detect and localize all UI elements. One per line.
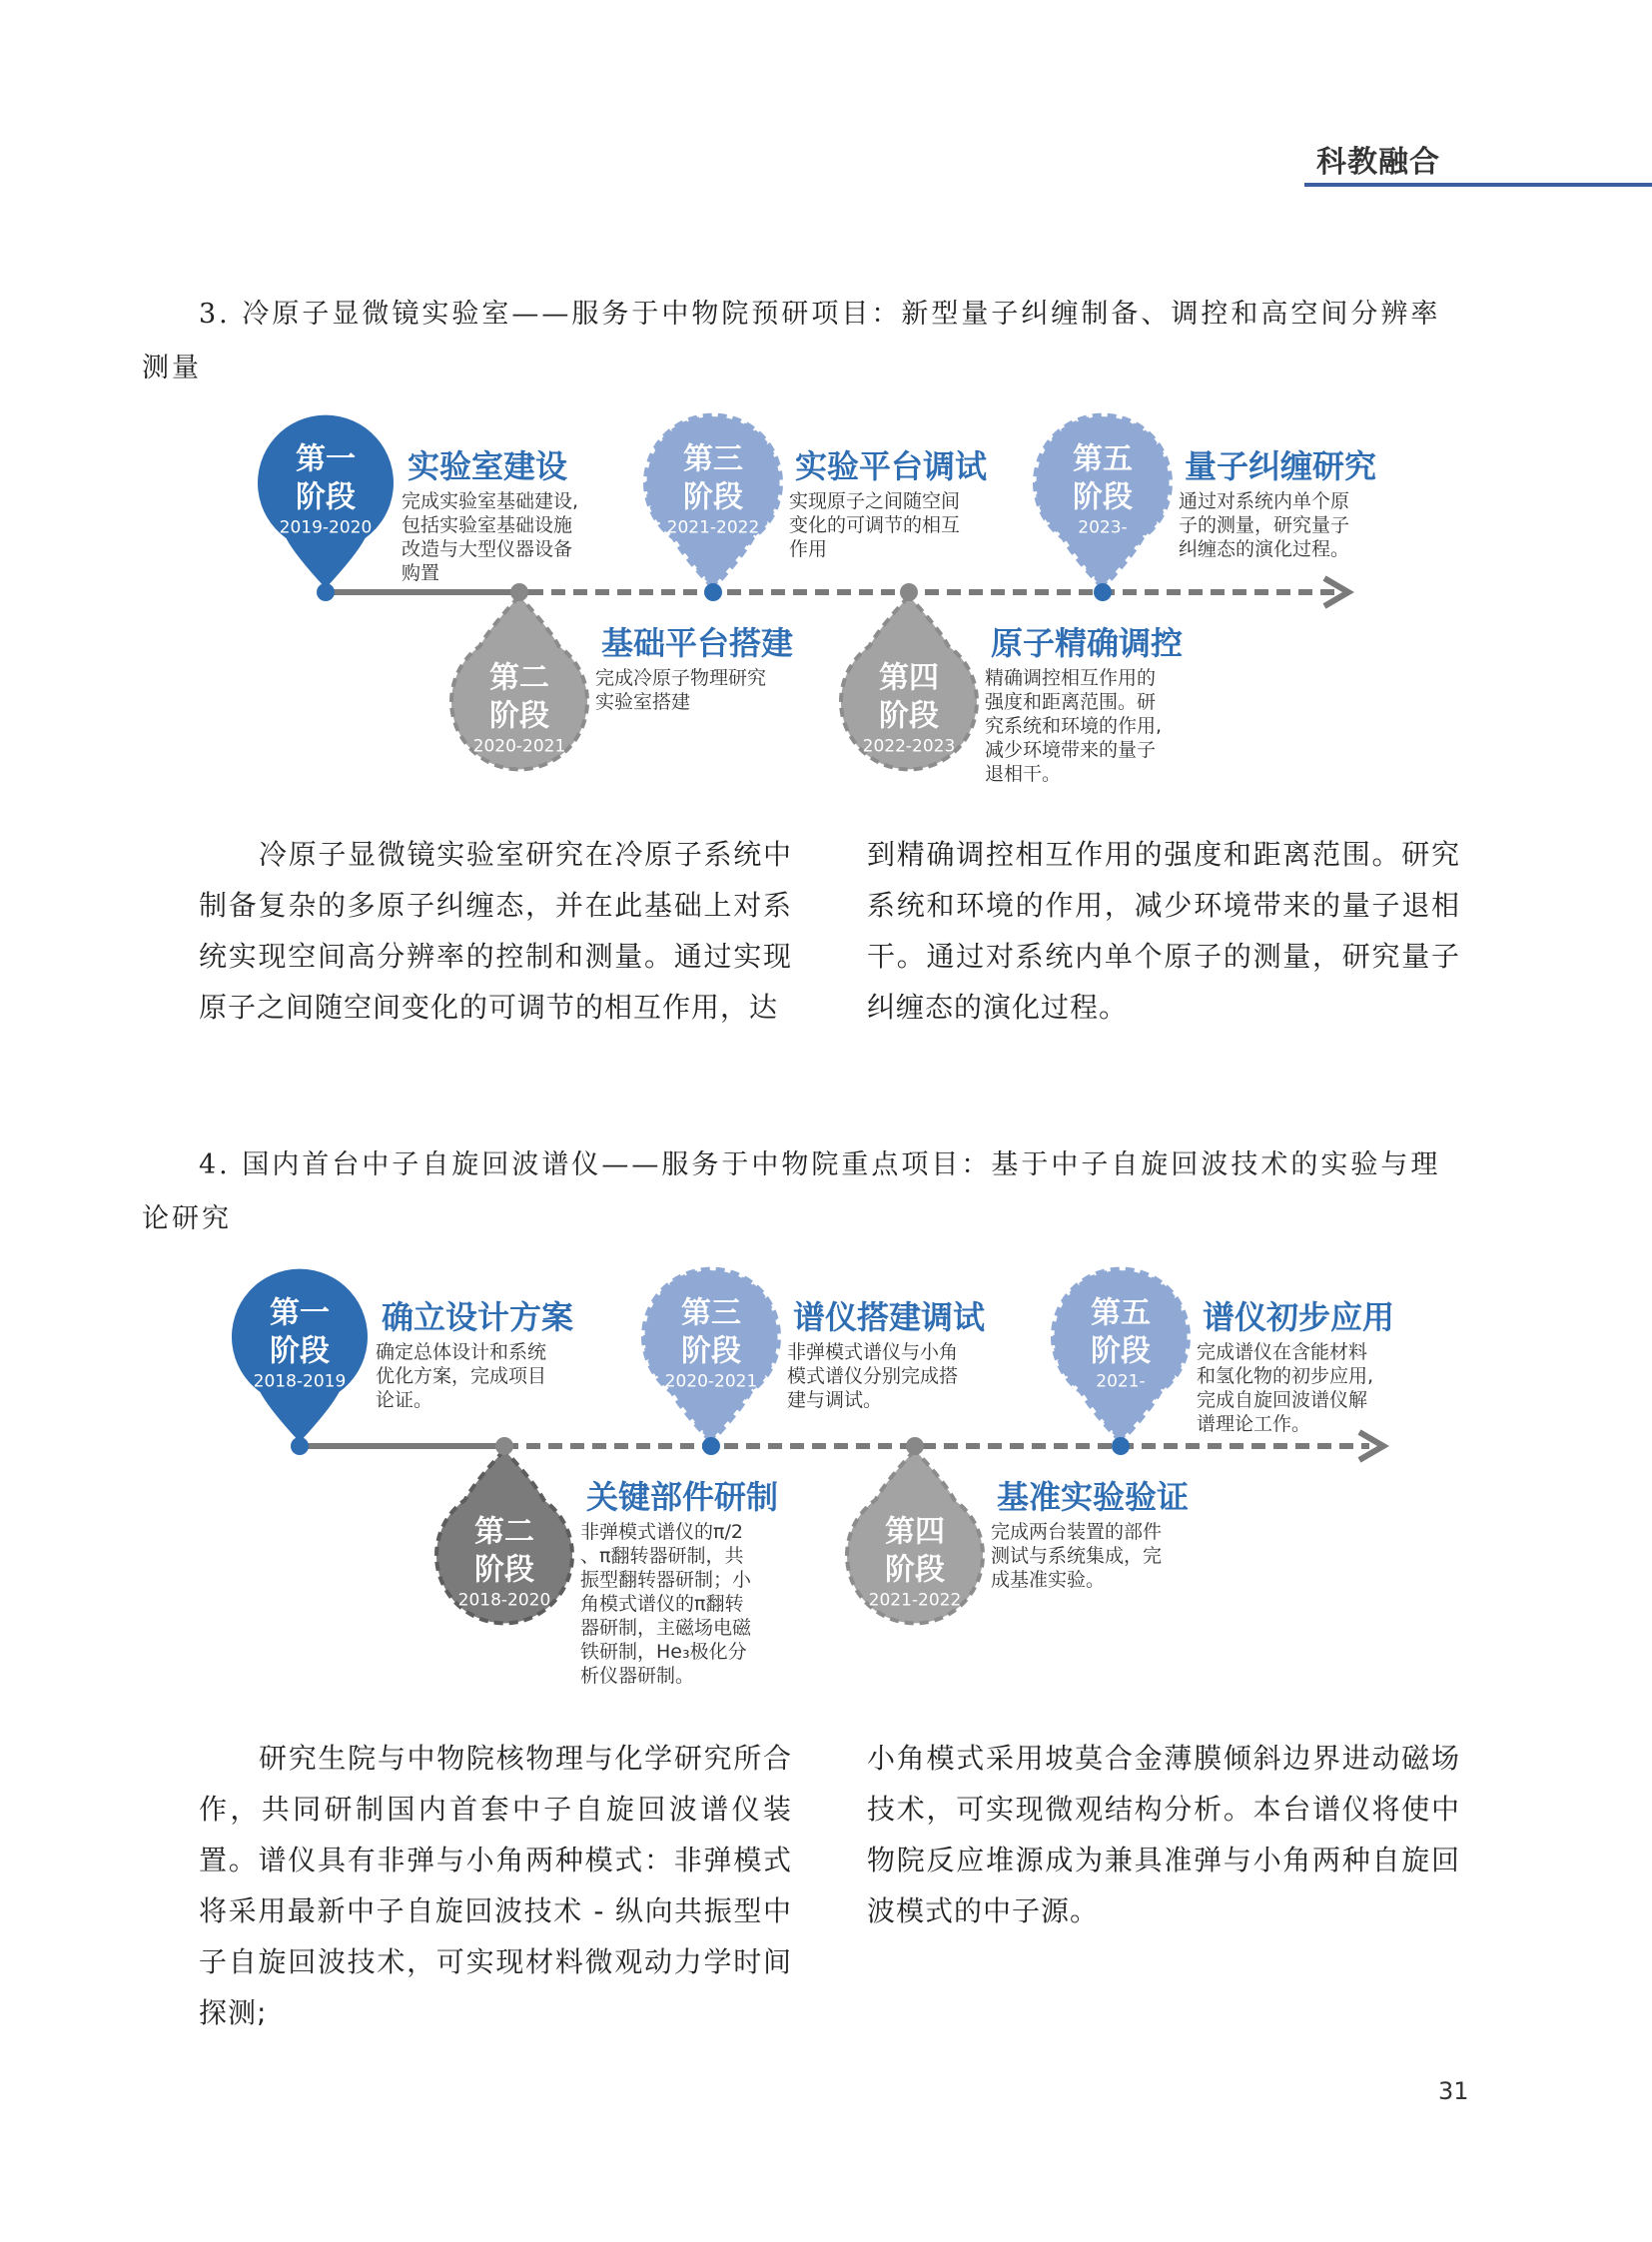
stage-description-line: 退相干。	[985, 763, 1062, 785]
stage-description-line: 析仪器研制。	[580, 1665, 695, 1687]
stage-description-line: 器研制，主磁场电磁	[580, 1617, 752, 1639]
stage-description-line: 作用	[789, 538, 828, 560]
section3-body-left: 冷原子显微镜实验室研究在冷原子系统中制备复杂的多原子纠缠态，并在此基础上对系统实现空间高分辨率的控制和测量。通过实现原子之间随空间变化的可调节的相互作用，达	[199, 838, 792, 1024]
stage-description-line: 减少环境带来的量子	[985, 739, 1157, 761]
stage-years: 2019-2020	[279, 517, 373, 538]
stage-name: 第五	[1073, 441, 1133, 477]
stage-description-line: 完成两台装置的部件	[991, 1521, 1163, 1543]
stage-heading: 谱仪搭建调试	[793, 1298, 986, 1336]
stage-3	[643, 1269, 985, 1455]
stage-description-line: 完成自旋回波谱仪解	[1197, 1389, 1368, 1411]
stage-description-line: 究系统和环境的作用,	[985, 715, 1163, 737]
stage-description-line: 角模式谱仪的π翻转	[580, 1593, 744, 1615]
stage-years: 2022-2023	[862, 736, 956, 757]
stage-description-line: 铁研制，He₃极化分	[580, 1641, 747, 1663]
stage-years: 2021-2022	[868, 1590, 962, 1611]
stage-name-suffix: 阶段	[1073, 479, 1133, 515]
stage-dot	[495, 1437, 513, 1455]
stage-description-line: 测试与系统集成，完	[991, 1545, 1163, 1567]
stage-description-line: 购置	[402, 562, 440, 584]
stage-name-suffix: 阶段	[296, 479, 356, 515]
section4-body-right: 小角模式采用坡莫合金薄膜倾斜边界进动磁场技术，可实现微观结构分析。本台谱仪将使中物院反应堆源成为兼具准弹与小角两种自旋回波模式的中子源。	[867, 1742, 1460, 1927]
section4-body-left: 研究生院与中物院核物理与化学研究所合作，共同研制国内首套中子自旋回波谱仪装置。谱仪具有非弹与小角两种模式：非弹模式将采用最新中子自旋回波技术 - 纵向共振型中子自旋回波技术，可实现材料微观动力学时间探测;	[199, 1742, 792, 2029]
stage-dot	[906, 1437, 924, 1455]
section-header-title: 科教融合	[1316, 145, 1440, 180]
stage-description-line: 通过对系统内单个原	[1179, 490, 1350, 512]
stage-description-line: 非弹模式谱仪的π/2	[580, 1521, 743, 1543]
stage-4	[847, 1437, 1189, 1623]
stage-heading: 谱仪初步应用	[1203, 1298, 1395, 1336]
stage-name: 第一	[296, 441, 356, 477]
stage-description-line: 实验室搭建	[595, 691, 691, 713]
stage-description-line: 振型翻转器研制；小	[580, 1569, 752, 1591]
stage-heading: 实验室建设	[408, 447, 568, 485]
section3-body-right: 到精确调控相互作用的强度和距离范围。研究系统和环境的作用，减少环境带来的量子退相干。通过对系统内单个原子的测量，研究量子纠缠态的演化过程。	[867, 838, 1460, 1024]
stage-heading: 基础平台搭建	[601, 624, 794, 662]
stage-description-line: 确定总体设计和系统	[376, 1341, 547, 1363]
stage-description-line: 非弹模式谱仪与小角	[787, 1341, 959, 1363]
stage-name: 第三	[683, 441, 743, 477]
stage-name-suffix: 阶段	[1091, 1333, 1151, 1369]
stage-name: 第二	[474, 1514, 534, 1550]
stage-description-line: 精确调控相互作用的	[985, 667, 1157, 689]
stage-description-line: 纠缠态的演化过程。	[1179, 538, 1350, 560]
stage-name-suffix: 阶段	[681, 1333, 741, 1369]
stage-description-line: 包括实验室基础设施	[402, 514, 573, 536]
stage-description-line: 模式谱仪分别完成搭	[787, 1365, 959, 1387]
stage-name: 第四	[879, 660, 939, 696]
stage-description-line: 完成谱仪在含能材料	[1197, 1341, 1368, 1363]
stage-name: 第一	[270, 1295, 330, 1331]
stage-description-line: 完成实验室基础建设,	[402, 490, 579, 512]
stage-years: 2018-2019	[253, 1371, 347, 1392]
stage-description-line: 强度和距离范围。研	[985, 691, 1157, 713]
stage-name-suffix: 阶段	[683, 479, 743, 515]
stage-years: 2018-2020	[457, 1590, 551, 1611]
stage-description-line: 优化方案，完成项目	[376, 1365, 547, 1387]
stage-dot	[1112, 1437, 1130, 1455]
stage-1	[232, 1269, 573, 1455]
stage-description-line: 变化的可调节的相互	[789, 514, 961, 536]
stage-name: 第五	[1091, 1295, 1151, 1331]
stage-name: 第三	[681, 1295, 741, 1331]
stage-description-line: 和氢化物的初步应用,	[1197, 1365, 1374, 1387]
page-number: 31	[1438, 2077, 1469, 2105]
stage-name: 第二	[489, 660, 549, 696]
stage-years: 2021-2022	[666, 517, 760, 538]
stage-name: 第四	[885, 1514, 945, 1550]
stage-heading: 原子精确调控	[991, 624, 1184, 662]
stage-name-suffix: 阶段	[879, 698, 939, 734]
stage-description-line: 完成冷原子物理研究	[595, 667, 767, 689]
stage-name-suffix: 阶段	[270, 1333, 330, 1369]
stage-years: 2020-2021	[664, 1371, 758, 1392]
stage-5	[1053, 1269, 1394, 1455]
stage-dot	[702, 1437, 720, 1455]
stage-description-line: 实现原子之间随空间	[789, 490, 961, 512]
stage-name-suffix: 阶段	[885, 1552, 945, 1588]
stage-heading: 确立设计方案	[382, 1298, 574, 1336]
section3-title: 3. 冷原子显微镜实验室——服务于中物院预研项目：新型量子纠缠制备、调控和高空间分辨率测量	[142, 299, 1441, 383]
stage-heading: 关键部件研制	[586, 1478, 779, 1516]
stage-heading: 量子纠缠研究	[1185, 447, 1377, 485]
stage-2	[436, 1437, 778, 1687]
stage-description-line: 谱理论工作。	[1197, 1413, 1311, 1435]
stage-years: 2020-2021	[472, 736, 566, 757]
stage-years: 2023-	[1078, 517, 1128, 538]
stage-description-line: 建与调试。	[787, 1389, 883, 1411]
stage-name-suffix: 阶段	[474, 1552, 534, 1588]
stage-description-line: 子的测量，研究量子	[1179, 514, 1350, 536]
stage-name-suffix: 阶段	[489, 698, 549, 734]
stage-heading: 实验平台调试	[795, 447, 988, 485]
stage-description-line: 改造与大型仪器设备	[402, 538, 573, 560]
stage-description-line: 论证。	[376, 1389, 433, 1411]
stage-description-line: 、π翻转器研制，共	[580, 1545, 744, 1567]
section4-title: 4. 国内首台中子自旋回波谱仪——服务于中物院重点项目：基于中子自旋回波技术的实验与理论研究	[142, 1149, 1441, 1234]
stage-years: 2021-	[1096, 1371, 1146, 1392]
stage-heading: 基准实验验证	[997, 1478, 1190, 1516]
stage-dot	[291, 1437, 309, 1455]
stage-description-line: 成基准实验。	[991, 1569, 1106, 1591]
